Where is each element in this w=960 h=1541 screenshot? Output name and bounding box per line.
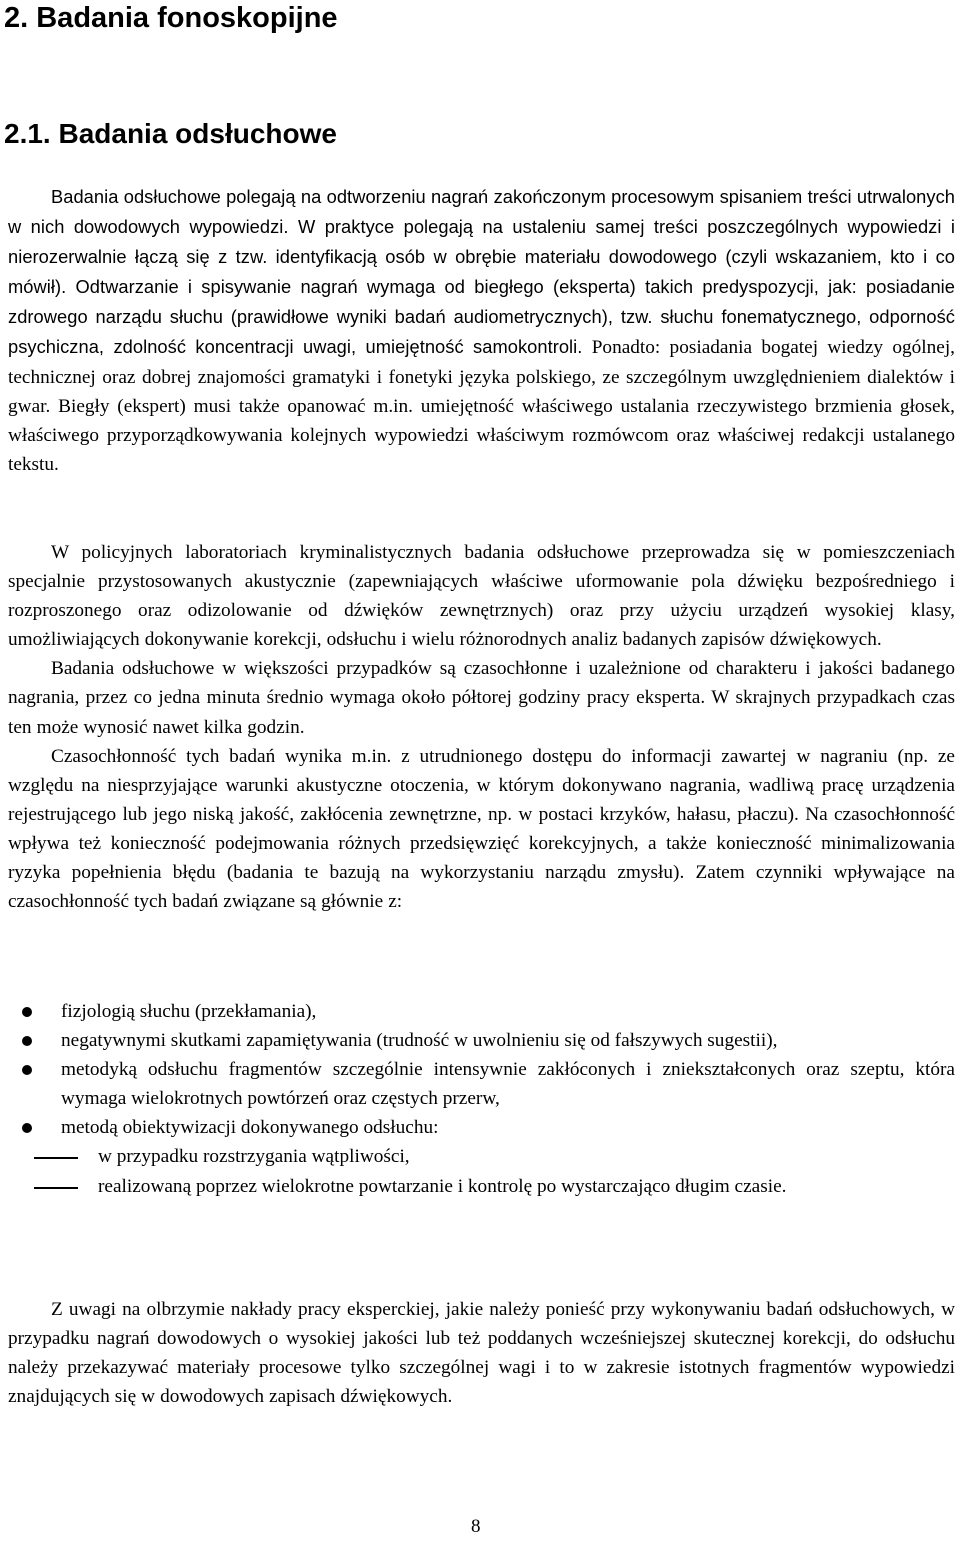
- paragraph-1-sans-text: Badania odsłuchowe polegają na odtworzeniu nagrań zakończonym procesowym spisaniem treści utrwalonych w nich dowodowych wypowiedzi. W praktyce polegają na ustaleniu samej treści poszczególnych wypowiedzi i nierozerwalnie łączą się z tzw. identyfikacją osób w obrębie materiału dowodowego (czyli wskazaniem, kto i co mówił). Odtwarzanie i spisywanie nagrań wymaga od biegłego (eksperta) takich predyspozycji, jak: posiadanie zdrowego narządu słuchu (prawidłowe wyniki badań audiometrycznych), tzw. słuchu fonematycznego, odporność psychiczna, zdolność koncentracji uwagi, umiejętność samokontroli.: [8, 186, 955, 358]
- sub-bullet-item: [61, 1172, 955, 1201]
- bullet-dot-icon: [22, 1065, 32, 1075]
- bullet-item: [0, 997, 955, 1026]
- bullet-dot-icon: [22, 1123, 32, 1133]
- bullet-dot-icon: [22, 1007, 32, 1017]
- dash-icon: [34, 1157, 78, 1159]
- sub-bullet-list: [61, 1142, 955, 1200]
- paragraph-3: Badania odsłuchowe w większości przypadków są czasochłonne i uzależnione od charakteru i jakości badanego nagrania, przez co jedna minuta średnio wymaga około półtorej godziny pracy eksperta. W skrajnych przypadkach czas ten może wynosić nawet kilka godzin.: [8, 658, 955, 738]
- paragraph-1-serif-text: Ponadto: posiadania bogatej wiedzy ogólnej, technicznej oraz dobrej znajomości gramatyki i fonetyki języka polskiego, ze szczególnym uwzględnieniem dialektów i gwar. Biegły (ekspert) musi także opanować m.in. umiejętność właściwego ustalania rzeczywistego brzmienia głosek, właściwego przyporządkowywania kolejnych wypowiedzi właściwym rozmówcom oraz właściwej redakcji ustalanego tekstu.: [8, 337, 955, 475]
- bullet-text: metodą obiektywizacji dokonywanego odsłuchu:: [61, 1117, 439, 1139]
- sub-bullet-text: w przypadku rozstrzygania wątpliwości,: [98, 1146, 410, 1168]
- bullet-item: [0, 1055, 955, 1113]
- page-number: 8: [471, 1516, 481, 1537]
- paragraph-block-2: [8, 538, 955, 916]
- bullet-item: [0, 1026, 955, 1055]
- bullet-dot-icon: [22, 1036, 32, 1046]
- paragraph-4: Czasochłonność tych badań wynika m.in. z utrudnionego dostępu do informacji zawartej w nagraniu (np. ze względu na niesprzyjające warunki akustyczne otoczenia, w którym dokonywano nagrania, wadliwą pracę urządzenia rejestrującego lub jego niską jakość, zakłócenia zewnętrzne, np. w postaci krzyków, hałasu, płaczu). Na czasochłonność wpływa też konieczność podejmowania różnych przedsięwzięć korekcyjnych, a także konieczność minimalizowania ryzyka popełnienia błędu (badania te bazują na wykorzystaniu narządu zmysłu). Zatem czynniki wpływające na czasochłonność tych badań związane są głównie z:: [8, 745, 955, 913]
- bullet-text: fizjologią słuchu (przekłamania),: [61, 1001, 317, 1022]
- sub-bullet-item: [61, 1142, 955, 1171]
- bullet-list: [0, 997, 960, 1201]
- sub-bullet-text: realizowaną poprzez wielokrotne powtarzanie i kontrolę po wystarczająco długim czasie.: [98, 1175, 787, 1197]
- paragraph-block-1: [8, 182, 955, 479]
- bullet-text: metodyką odsłuchu fragmentów szczególnie intensywnie zakłóconych i zniekształconych oraz szeptu, która wymaga wielokrotnych powtórzeń oraz częstych przerw,: [61, 1059, 955, 1110]
- paragraph-2: W policyjnych laboratoriach kryminalistycznych badania odsłuchowe przeprowadza się w pomieszczeniach specjalnie przystosowanych akustycznie (zapewniających właściwe uformowanie pola dźwięku bezpośredniego i rozproszonego oraz odizolowanie od dźwięków zewnętrznych) oraz przy użyciu urządzeń wysokiej klasy, umożliwiających dokonywanie korekcji, odsłuchu i wielu różnorodnych analiz badanych zapisów dźwiękowych.: [8, 542, 955, 651]
- bullet-item: [0, 1113, 955, 1200]
- bullet-text: negatywnymi skutkami zapamiętywania (trudność w uwolnieniu się od fałszywych sugestii),: [61, 1030, 778, 1052]
- paragraph-5: Z uwagi na olbrzymie nakłady pracy eksperckiej, jakie należy ponieść przy wykonywaniu badań odsłuchowych, w przypadku nagrań dowodowych o wysokiej jakości lub też poddanych wcześniejszej skutecznej korekcji, do odsłuchu należy przekazywać materiały procesowe tylko szczególnej wagi i to w zakresie istotnych fragmentów wypowiedzi znajdujących się w dowodowych zapisach dźwiękowych.: [8, 1299, 955, 1408]
- dash-icon: [34, 1187, 78, 1189]
- chapter-heading: 2. Badania fonoskopijne: [4, 2, 338, 34]
- section-heading: 2.1. Badania odsłuchowe: [4, 118, 337, 149]
